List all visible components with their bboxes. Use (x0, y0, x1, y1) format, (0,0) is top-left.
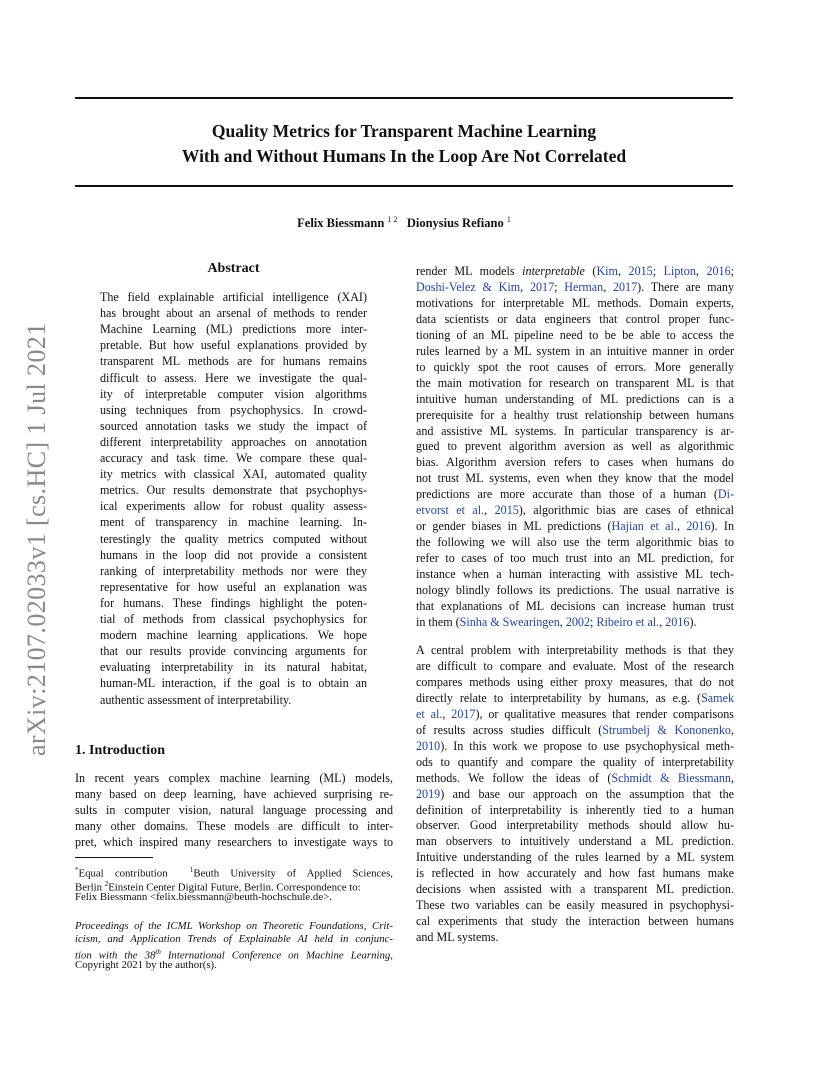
footnote-rule (75, 857, 153, 858)
citation-link[interactable]: 2017 (529, 279, 555, 294)
citation-link[interactable]: etvorst et al. (416, 503, 485, 518)
text-line (416, 424, 734, 439)
proceedings-sup: th (155, 948, 161, 956)
footnote-mark: 2 (104, 880, 109, 888)
author-name: Felix Biessmann (297, 216, 385, 231)
text-line: ical experiments allow for robust quality assess- (100, 499, 367, 514)
text-segment: definition of interpretability is inherently tied to a human (416, 802, 734, 817)
text-line: difficult to assess. Here we investigate the qual- (100, 370, 367, 385)
text-line: for humans. These findings highlight the poten- (100, 595, 367, 610)
text-line: ity metrics with classical XAI, automated quality (100, 467, 367, 482)
text-segment: the main motivation for research on transparent ML is that (416, 375, 734, 390)
text-line (416, 675, 734, 690)
text-segment: , (484, 503, 495, 518)
title-line-2: With and Without Humans In the Loop Are Not Correlated (181, 146, 627, 166)
text-segment: man observers to intuitively understand a ML prediction. (416, 834, 734, 849)
text-segment: ), or qualitative measures that render comparisons (475, 706, 734, 721)
text-line (416, 376, 734, 391)
copyright-line: Copyright 2021 by the author(s). (75, 959, 217, 971)
citation-link[interactable]: Hajian et al. (611, 519, 677, 534)
paper-title (75, 119, 733, 169)
text-line: sourced annotation tasks we study the impact of (100, 418, 367, 433)
citation-link[interactable]: 2015 (628, 264, 653, 278)
footnote-correspondence: Felix Biessmann <felix.biessmann@beuth-hochschule.de>. (75, 891, 332, 903)
text-segment: ; (730, 264, 735, 278)
text-segment: methods. We follow the ideas of ( (416, 770, 612, 785)
text-line (416, 471, 734, 486)
text-segment: prerequisite for a healthy trust relationship between humans (416, 407, 734, 422)
text-line: using techniques from psychophysics. In crowd- (100, 402, 367, 417)
text-line (416, 898, 734, 913)
citation-link[interactable]: 2016 (706, 264, 731, 278)
text-line (416, 312, 734, 327)
footnote-mark: 1 (189, 866, 194, 874)
text-line: evaluating interpretability in its natural habitat, (100, 660, 367, 675)
text-segment: that explanations of ML decisions can increase human trust (416, 598, 734, 613)
text-line: many based on deep learning, have achieved surprising re- (75, 787, 393, 802)
text-line (416, 882, 734, 897)
text-line (416, 930, 734, 945)
proceedings-text: tion with the 38 (75, 949, 156, 962)
footnote-text: Einstein Center Digital Future, Berlin. Correspondence to: (108, 881, 361, 894)
text-line (416, 487, 734, 502)
text-segment: render ML models (416, 264, 523, 278)
footnote-text: Beuth University of Applied Sciences, (193, 867, 393, 880)
text-line (416, 360, 734, 375)
text-line: In recent years complex machine learning (ML) models, (75, 771, 393, 785)
text-line: representative for how useful an explanation was (100, 579, 367, 594)
text-segment: compares methods using either proxy measures, that do not (416, 674, 734, 689)
text-segment: bias. Algorithm aversion refers to cases when humans do (416, 455, 734, 470)
citation-link[interactable]: Herman (564, 279, 604, 294)
text-line (416, 519, 734, 534)
citation-link[interactable]: 2015 (494, 503, 519, 518)
text-segment: or gender biases in ML predictions ( (416, 519, 612, 534)
text-segment: , (617, 264, 629, 278)
arxiv-identifier-stamp: arXiv:2107.02033v1 [cs.HC] 1 Jul 2021 (22, 322, 51, 756)
text-line (416, 503, 734, 518)
text-segment: ), algorithmic bias are cases of ethnical (518, 503, 735, 518)
text-segment: to quickly spot the root causes of errors. More generally (416, 359, 734, 374)
text-line (416, 707, 734, 722)
text-line: has brought about an arsenal of methods to render (100, 306, 367, 321)
text-line (416, 866, 734, 881)
top-rule (75, 97, 733, 99)
text-segment: and assistive ML systems. In particular transparency is ar- (416, 423, 734, 438)
citation-link[interactable]: 2019 (416, 786, 441, 801)
text-line (416, 392, 734, 407)
text-segment: ( (584, 264, 597, 278)
text-segment: and ML systems. (416, 930, 499, 945)
text-line: ity of interpretable computer vision algorithms (100, 386, 367, 401)
text-segment: , (730, 770, 735, 785)
text-segment: refer to cases of too much trust into an ML prediction, for (416, 551, 734, 566)
text-line (416, 264, 734, 279)
text-line: tial of methods from classical psychophysics for (100, 612, 367, 626)
text-segment: of results across studies difficult ( (416, 722, 603, 737)
text-segment: decisions when assisted with a transparent ML prediction. (416, 882, 734, 897)
citation-link[interactable]: Sinha & Swearingen (459, 614, 560, 629)
text-line (416, 615, 734, 630)
citation-link[interactable]: Strumbelj & Kononenko (602, 722, 731, 737)
proceedings-text: , (390, 949, 393, 962)
text-line: terestingly the quality metrics computed without (100, 531, 367, 546)
text-segment: the following we will also use the term algorithmic bias to (416, 535, 734, 550)
text-segment: These two variables can be easily measured in psychophysi- (416, 898, 734, 913)
text-line: that our results provide convincing arguments for (100, 644, 367, 659)
text-line (416, 535, 734, 550)
text-segment: instance when a human interacting with assistive ML tech- (416, 567, 734, 582)
text-line (416, 818, 734, 833)
text-line: authentic assessment of interpretability. (100, 692, 292, 707)
text-segment: data scientists or data engineers that control proper func- (416, 311, 734, 326)
text-segment: ) and base our approach on the assumption that the (440, 786, 734, 801)
citation-link[interactable]: Kim (596, 264, 618, 278)
text-line (416, 787, 734, 802)
text-line: humans in the loop did not provide a consistent (100, 547, 367, 562)
citation-link[interactable]: 2016 (686, 519, 711, 534)
text-segment: , (520, 279, 530, 294)
citation-link[interactable]: 2002 (565, 614, 590, 629)
text-segment: observer. Good interpretability methods should allow hu- (416, 818, 734, 833)
proceedings-text: International Conference on Machine Learning (160, 949, 391, 962)
text-segment: are difficult to compare and evaluate. Most of the research (416, 658, 734, 673)
text-line: ranking of interpretability methods nor were they (100, 563, 367, 578)
text-line (416, 328, 734, 343)
footnote-mark: * (75, 866, 79, 874)
text-segment: tioning of an ML pipeline need to be be able to access the (416, 327, 734, 342)
text-line: accuracy and task time. We compare these qual- (100, 451, 367, 465)
text-line (416, 914, 734, 929)
text-segment: rules learned by a ML system in an intuitive manner in order (416, 343, 734, 358)
text-line: many other domains. These models are difficult to inter- (75, 819, 393, 834)
text-segment: motivations for interpretable ML methods. Domain experts, (416, 295, 734, 310)
citation-link[interactable]: Schmidt & Biessmann (611, 770, 731, 785)
citation-link[interactable]: Lipton (663, 264, 696, 278)
citation-link[interactable]: 2017 (612, 279, 638, 294)
text-line (416, 280, 734, 295)
text-line: human-ML interaction, if the goal is to obtain an (100, 676, 367, 691)
text-segment: intuitive human understanding of ML predictions can is a (416, 391, 734, 406)
text-line: ment of transparency in machine learning. In- (100, 515, 367, 530)
text-segment: directly relate to interpretability by humans, as e.g. ( (416, 690, 702, 705)
footnote-text: Equal contribution (78, 867, 168, 880)
text-line (416, 567, 734, 582)
text-line (416, 551, 734, 566)
text-line: transparent ML methods are for humans remains (100, 354, 367, 369)
text-segment: , (659, 614, 666, 629)
text-line (416, 739, 734, 754)
title-line-1: Quality Metrics for Transparent Machine Learning (211, 121, 597, 141)
proceedings-line: Proceedings of the ICML Workshop on Theoretic Foundations, Crit- (75, 920, 393, 932)
text-line: pretable. But how useful explanations provided by (100, 338, 367, 353)
author-name: Dionysius Refiano (406, 216, 504, 231)
text-line (416, 296, 734, 311)
text-segment: cal experiments that study the interaction between humans (416, 914, 734, 929)
proceedings-line: icism, and Application Trends of Explainable AI held in conjunc- (75, 933, 393, 945)
text-line (416, 583, 734, 598)
citation-link[interactable]: Samek (701, 690, 734, 705)
footnote-text: Berlin (75, 881, 102, 894)
text-line (416, 659, 734, 674)
text-segment: , (442, 706, 452, 721)
citation-link[interactable]: Ribeiro et al. (596, 614, 660, 629)
text-line (416, 691, 734, 706)
citation-link[interactable]: 2016 (665, 614, 690, 629)
text-line (416, 643, 734, 658)
text-segment: Intuitive understanding of the rules learned by a ML system (416, 850, 734, 865)
text-line: sults in computer vision, natural language processing and (75, 803, 393, 818)
text-segment: ). In this work we propose to use psychophysical meth- (440, 738, 734, 753)
text-segment: gued to prevent algorithm aversion as well as algorithmic (416, 439, 734, 454)
text-segment: , (730, 722, 734, 737)
citation-link[interactable]: 2010 (416, 738, 441, 753)
citation-link[interactable]: Doshi-Velez & Kim (416, 279, 521, 294)
text-segment: A central problem with interpretability methods is that they (416, 643, 734, 657)
text-segment: , (676, 519, 687, 534)
text-line (416, 408, 734, 423)
text-line: metrics. Our results demonstrate that psychophys- (100, 483, 367, 498)
text-line (416, 599, 734, 614)
text-segment: ; (652, 264, 664, 278)
text-line (416, 755, 734, 770)
text-line (416, 834, 734, 849)
title-bottom-rule (75, 185, 733, 187)
citation-link[interactable]: et al. (416, 706, 443, 721)
text-line (416, 439, 734, 454)
abstract-heading: Abstract (207, 261, 260, 276)
text-segment: ; (590, 614, 597, 629)
text-line: different interpretability approaches on annotation (100, 434, 367, 449)
text-line: pret, which inspired many researchers to investigate ways to (75, 835, 393, 850)
author-affiliation-mark: 1 (506, 215, 511, 224)
introduction-heading: 1. Introduction (75, 743, 165, 758)
text-segment: ). There are many (637, 279, 735, 294)
text-segment: not trust ML systems, even when they know that the model (416, 471, 734, 486)
text-line: Machine Learning (ML) predictions more inter- (100, 322, 367, 337)
text-line (416, 803, 734, 818)
text-segment: , (695, 264, 707, 278)
citation-link[interactable]: Di- (717, 487, 734, 502)
text-segment: ods to quantify and compare the quality of interpretability (416, 754, 734, 769)
text-line: modern machine learning applications. We hope (100, 628, 367, 643)
text-line (416, 455, 734, 470)
text-segment: nology blindly follows its predictions. The usual narrative is (416, 583, 734, 597)
text-line (416, 344, 734, 359)
text-line (416, 771, 734, 786)
text-segment: , (559, 614, 566, 629)
text-line (416, 850, 734, 865)
text-segment: predictions are more accurate than those of a human ( (416, 487, 718, 502)
text-segment: in them ( (416, 614, 460, 629)
author-list (75, 215, 733, 231)
text-segment: , (603, 279, 613, 294)
text-line: The field explainable artificial intelligence (XAI) (100, 290, 367, 304)
author-affiliation-mark: 1 2 (387, 215, 398, 224)
text-segment: ). (689, 614, 697, 629)
text-segment: ; (554, 279, 565, 294)
text-line (416, 723, 734, 738)
text-segment: ). In (710, 519, 734, 534)
text-segment: interpretable (522, 264, 585, 278)
text-segment: is reflected in how accurately and how fast humans make (416, 866, 734, 881)
citation-link[interactable]: 2017 (451, 706, 476, 721)
